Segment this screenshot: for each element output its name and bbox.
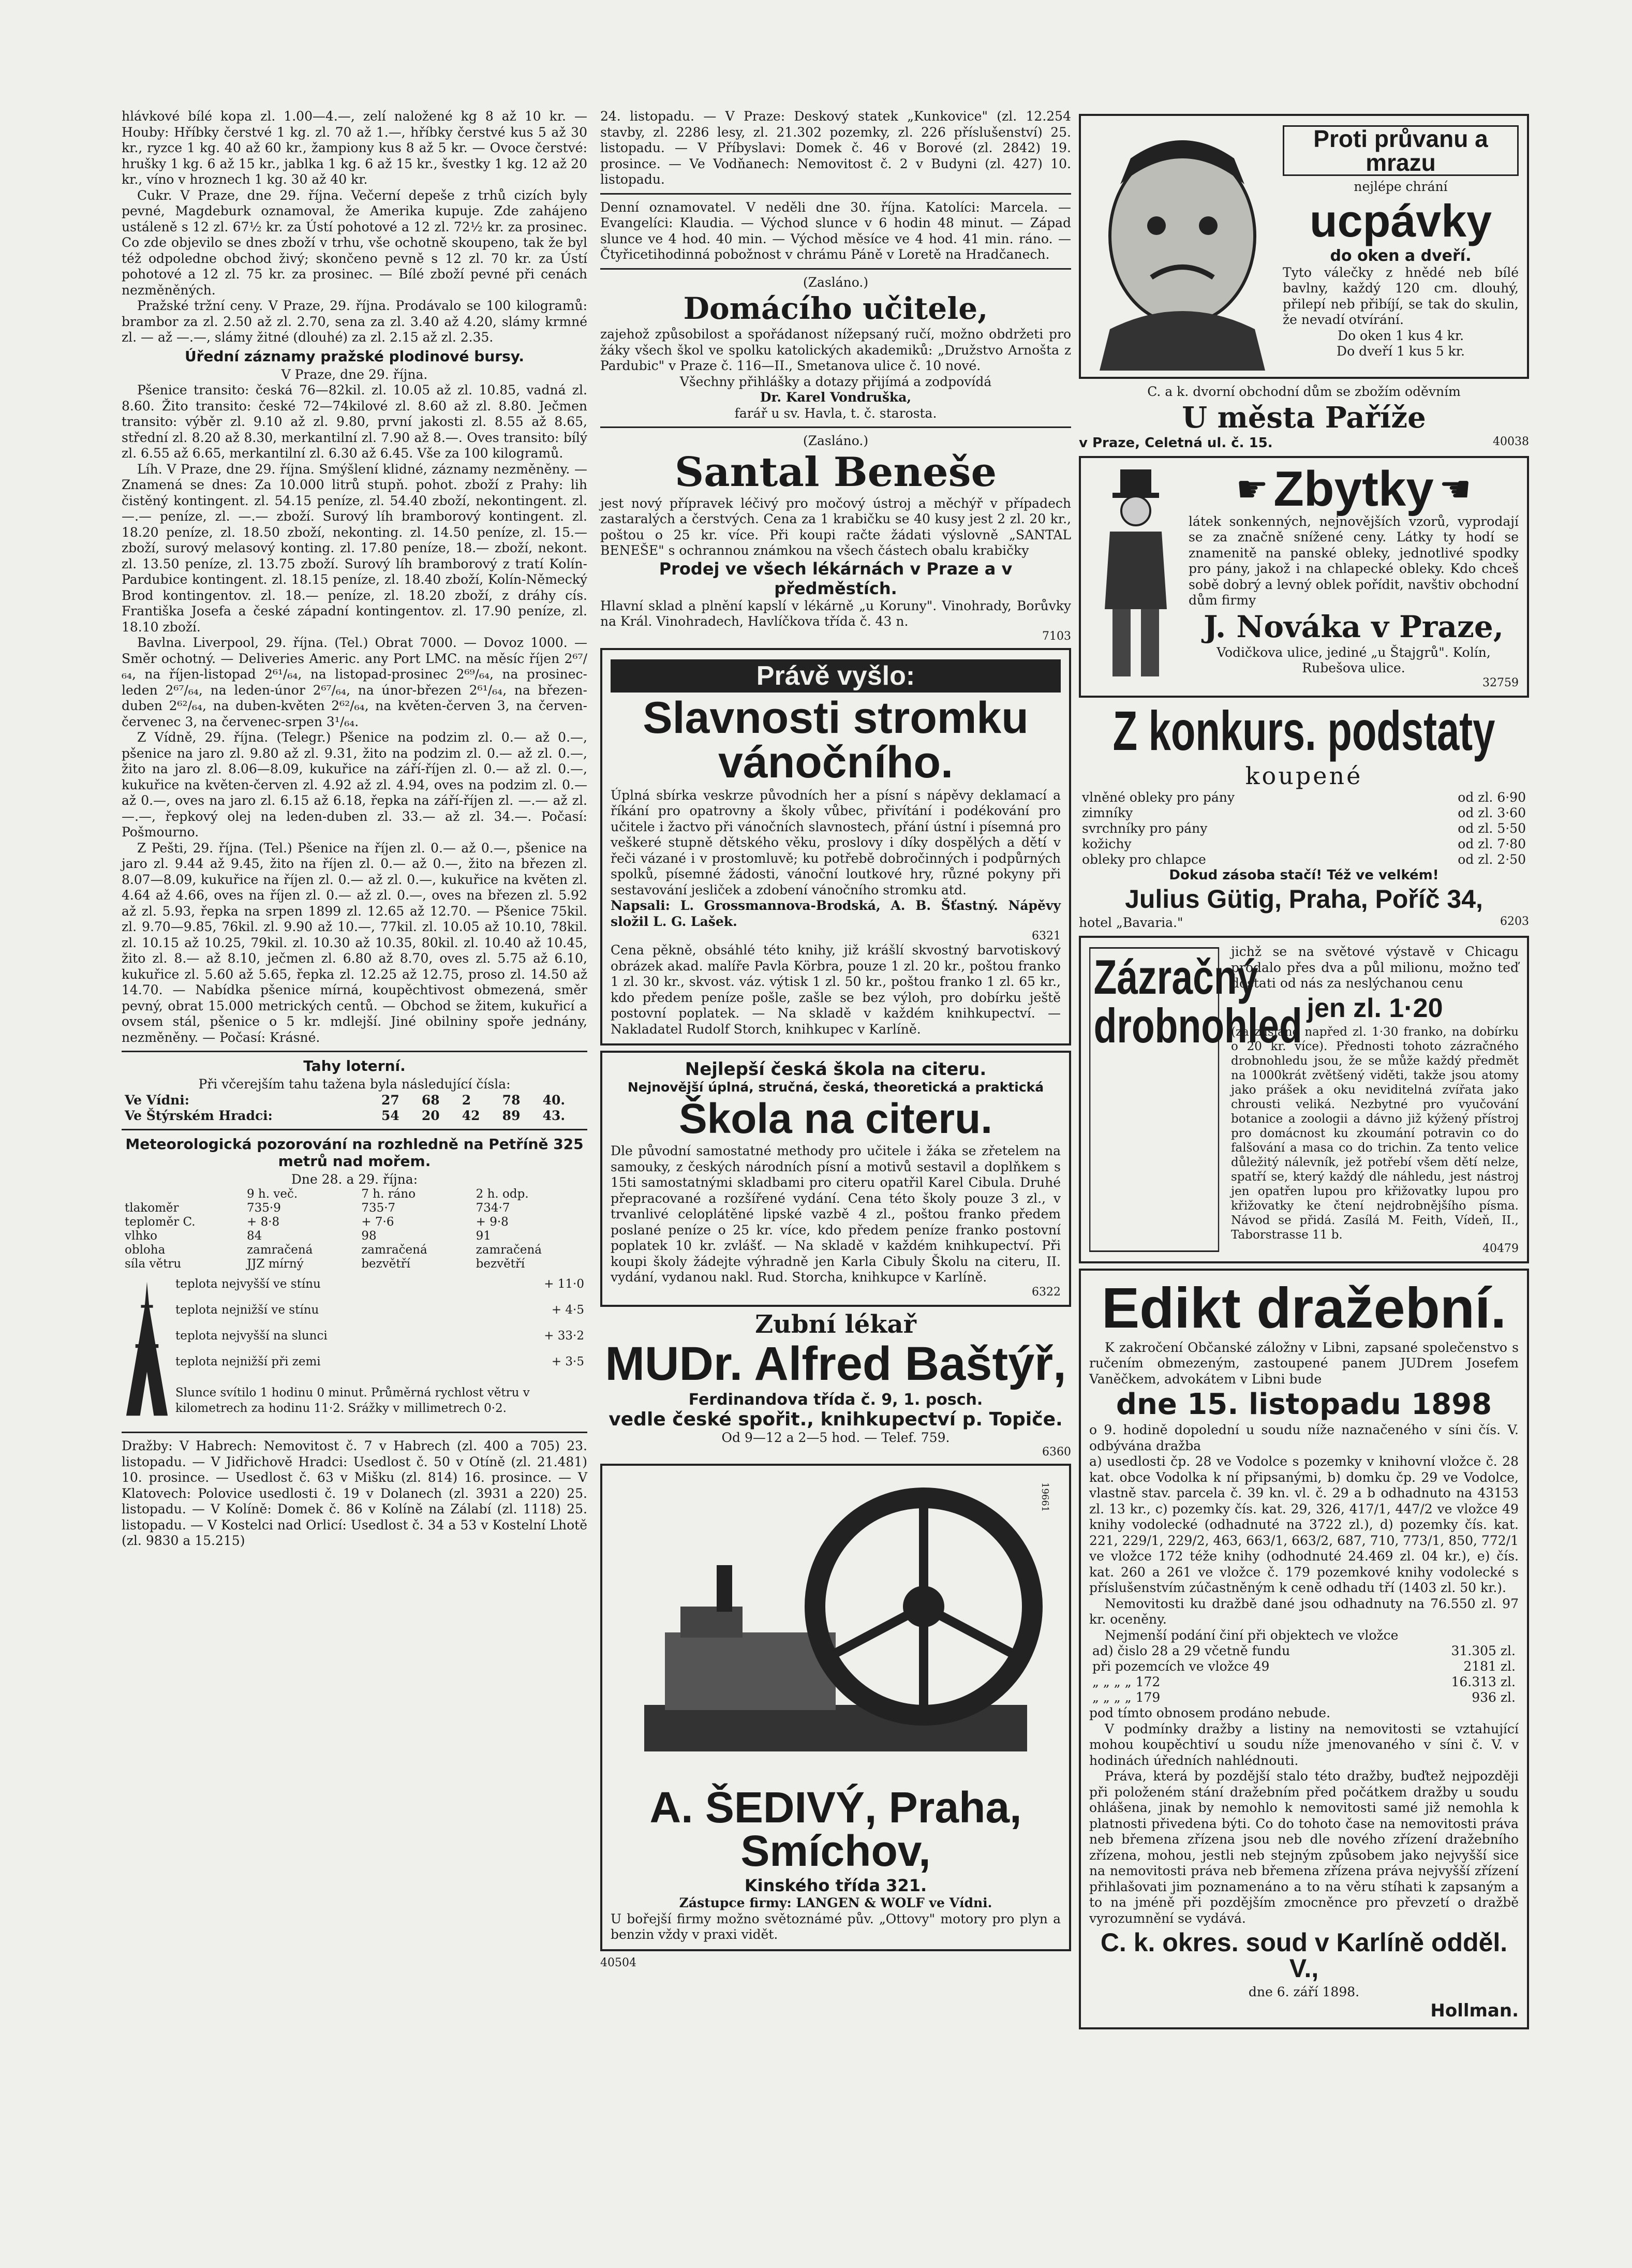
paragraph-market-prices: Pražské tržní ceny. V Praze, 29. října. Prodávalo se 100 kilogramů: brambor za zl. 2.50 až zl. 2.70, sena za zl. 3.40 až 4.20, slámy krmné zl. — až —.—, slámy žitné (dlouhé) za zl. 2.15 až zl. 2.35. <box>122 298 587 345</box>
frost-store: C. a k. dvorní obchodní dům se zbožím oděvním <box>1147 384 1461 399</box>
paragraph-sugar: Cukr. V Praze, dne 29. října. Večerní depeše z trhů cizích byly pevné, Magdeburk oznamoval, že Amerika kupuje. Zde zahájeno ustáleně s 12 zl. 67½ kr. za Ústí pohotové a 12 zl. 72½ kr. za prosinec. Co zde objevilo se dnes zboží v trhu, vše ochotně skoupeno, tak že byl též odpoledne obchod živý; skončeno pevně s 12 zl. 70 kr. za Ústí pohotové a 12 zl. 75 kr. za prosinec. — Bílé zboží pevné při cenách nezměněných. <box>122 187 587 298</box>
divider <box>600 268 1071 270</box>
ad-number: 6360 <box>1042 1446 1071 1459</box>
edict-text4: pod tímto obnosem prodáno nebude. <box>1089 1705 1331 1720</box>
sent-label: (Zasláno.) <box>803 274 869 290</box>
paragraph-pest: Z Pešti, 29. října. (Tel.) Pšenice na říjen zl. 0.— až 0.—, pšenice na jaro zl. 9.44 až 9.45, žito na říjen zl. 0.— až 0.—, žito na březen zl. 8.07—8.09, kukuřice na říjen zl. 0.— až zl. 0.—, kukuřice na květen zl. 4.64 až 4.66, oves na říjen zl. 0.— až zl. 0.—, oves na březen zl. 5.92 až zl. 5.93, řepka na srpen 1899 zl. 12.65 až 12.70. — Pšenice 75kil. zl. 9.70—9.85, 76kil. zl. 9.90 až 10.—, 77kil. zl. 10.05 až 10.10, 78kil. zl. 10.15 až 10.25, 79kil. zl. 10.30 až 10.35, 80kil. zl. 10.40 až 10.45, žito zl. 8.— až 8.10, ječmen zl. 6.80 až 8.70, oves zl. 5.75 až 6.10, kukuřice zl. 5.60 až 5.65, řepka zl. 12.25 až 12.75, proso zl. 14.50 až 14.70. — Nabídka pšenice mírná, koupěchtivost obmezená, směr pevný, obrat 15.000 metrických centů. — Obchod se žitem, kukuřicí a ovsem stál, pšenice o 5 kr. mdlejší. Jiné obilniny spoře jednány, nezměněny. — Počasí: Krásné. <box>122 840 587 1045</box>
meteo-extra-value: + 4·5 <box>551 1303 584 1317</box>
zither-text: Dle původní samostatné methody pro učitele i žáka se zřetelem na samouky, z českých národních písní a motivů sestavil a doplňkem s 15ti samostatnými skladbami pro citeru opatřil Karel Cibula. Druhé přepracované a rozšířené vydání. Cena této školy pouze 3 zl., v trvanlivé celoplátěné lipské vazbě 4 zl., poštou franko předem poslané peníze o 25 kr. více, kdo předem peníze franko postovní poplatek 10 kr. zvlášť. — Na skladě v každém knihkupectví. Při koupi školy žádejte výhradně jen Karla Cibuly Školu na citeru, II. vydání, vydanou nakl. Rud. Storcha, knihkupce v Karlíně. <box>611 1143 1061 1285</box>
edict-text1: o 9. hodině dopolední u soudu níže naznačeného v síni čís. V. odbývána dražba <box>1089 1422 1519 1453</box>
ad-number: 6322 <box>1032 1285 1061 1299</box>
ad-number: 40038 <box>1493 435 1529 448</box>
meteo-cell: 84 <box>246 1229 262 1243</box>
frost-head: Proti průvanu a mrazu <box>1283 125 1519 176</box>
bid-value: 31.305 zl. <box>1451 1643 1516 1658</box>
item-label: svrchníky pro pány <box>1082 820 1208 836</box>
bid-label: „ „ „ „ 172 <box>1092 1674 1161 1689</box>
frost-price: Do dveří 1 kus 5 kr. <box>1337 344 1465 359</box>
paragraph-vienna: Z Vídně, 29. října. (Telegr.) Pšenice na podzim zl. 0.— až 0.—, pšenice na jaro zl. 9.80 až zl. 9.31, žito na podzim zl. 0.— až zl. 0.—, žito na jaro zl. 8.06—8.09, kukuřice na září-říjen zl. 0.— až zl. 0.—, kukuřice na květen-červen zl. 4.92 až zl. 4.94, oves na podzim zl. 0.— až 0.—, oves na jaro zl. 6.15 až 6.18, řepka na září-říjen zl. —.— až zl. —.—, řepkový olej na leden-duben zl. 33.— až zl. 34.—. Počasí: Pošmourno. <box>122 730 587 840</box>
meteo-extra-row <box>172 1271 587 1297</box>
lottery-place: Ve Štýrském Hradci: <box>125 1108 273 1123</box>
ad-number: 6321 <box>1032 930 1061 942</box>
paragraph-daily: Denní oznamovatel. V neděli dne 30. října. Katolíci: Marcela. — Evangelíci: Klaudia. — Východ slunce v 6 hodin 48 minut. — Západ slunce ve 4 hod. 40 min. — Východ měsíce ve 4 hod. 41 min. ráno. — Čtyřicetihodinná pobožnost v chrámu Páně v Loretě na Hradčanech. <box>600 199 1071 262</box>
edict-bids-table <box>1089 1643 1519 1705</box>
remnants-addr: Vodičkova ulice, jediné „u Štajgrů". Kolín, Rubešova ulice. <box>1216 644 1491 675</box>
dentist-ad <box>600 1309 1071 1459</box>
ad-number: 40479 <box>1482 1242 1519 1255</box>
meteo-cell: zamračená <box>361 1243 427 1257</box>
microscope-text2: (za zaslané napřed zl. 1·30 franko, na dobírku o 20 kr. více). Přednosti tohoto zázračného drobnohledu jsou, že se může každý předmět na 1000krát zvětšený viděti, takže jsou atomy jako prášek a oku neviditelná zvířata jako chrousti veliká. Nezbytné pro vyučování botanice a zoologii a dávno již kýžený přístroj pro domácnost ku zkoumání potravin co do falšování a masa co do trichin. Za tento velice důležitý nálevník, jež potřebí všem dětí nelze, spatří se, který každý dle náhledu, jest nástroj jen opatřen lupou pro křižovatky lupou pro křižovatky ke čtení nejdrobnějšího písma. Návod se přidá. Zasílá M. Feith, Vídeň, II., Taborstrasse 11 b. <box>1231 1025 1519 1242</box>
edict-title: Edikt dražební. <box>1101 1276 1507 1340</box>
bankruptcy-stock: Dokud zásoba stačí! Též ve velkém! <box>1169 867 1439 883</box>
meteo-extra-label: teplota nejvyšší na slunci <box>175 1329 328 1343</box>
tutor-text2: Všechny přihlášky a dotazy přijímá a zodpovídá <box>679 374 992 389</box>
heading-meteo: Meteorologická pozorování na rozhledně na Petříně 325 metrů nad mořem. <box>125 1135 584 1170</box>
remnants-ad <box>1079 456 1529 698</box>
edict-text3: Nejmenší podání činí při objektech ve vložce <box>1105 1627 1399 1643</box>
frost-text-block <box>1283 122 1519 371</box>
edict-court-date: dne 6. září 1898. <box>1248 1984 1360 1999</box>
meteo-cell: bezvětří <box>361 1257 410 1271</box>
pointing-hand-icon: ☛ <box>1236 467 1269 510</box>
ad-number: 32759 <box>1482 676 1519 689</box>
santal-title: Santal Beneše <box>674 448 997 496</box>
item-label: obleky pro chlapce <box>1082 851 1206 867</box>
zither-head: Nejlepší česká škola na citeru. <box>685 1059 987 1080</box>
divider <box>122 1129 587 1130</box>
paragraph-auctions: Dražby: V Habrech: Nemovitost č. 7 v Habrech (zl. 400 a 705) 23. listopadu. — V Jidřichově Hradci: Usedlost č. 50 v Otíně (zl. 21.481) 10. prosince. — Usedlost č. 63 v Mišku (zl. 814) 16. prosince. — V Klatovech: Polovice usedlosti č. 19 v Dolanech (zl. 3931 a 220) 25. listopadu. — V Kolíně: Domek č. 86 v Kolíně na Zálabí (zl. 1118) 25. listopadu. — V Kostelci nad Orlicí: Usedlost č. 34 a 53 v Kostelní Lhotě (zl. 9830 a 15.215) <box>122 1438 587 1548</box>
meteo-cell: bezvětří <box>476 1257 525 1271</box>
book-title: Slavnosti stromku vánočního. <box>643 693 1029 787</box>
bid-value: 2181 zl. <box>1463 1659 1516 1674</box>
heading-lottery: Tahy loterní. <box>303 1057 406 1074</box>
dentist-hours: Od 9—12 a 2—5 hod. — Telef. 759. <box>721 1430 950 1445</box>
zither-sub: Nejnovější úplná, stručná, česká, theoretická a praktická <box>627 1080 1044 1095</box>
lottery-number: 42 <box>462 1108 480 1123</box>
meteo-cell: 735·9 <box>246 1201 281 1215</box>
microscope-price: jen zl. 1·20 <box>1307 993 1443 1023</box>
divider <box>122 1051 587 1052</box>
microscope-text1: jichž se na světové výstavě v Chicagu prodalo přes dva a půl milionu, možno teď dostati od nás za neslýchanou cenu <box>1231 944 1519 991</box>
meteo-cell: 91 <box>476 1229 491 1243</box>
divider <box>600 426 1071 428</box>
column-1 <box>122 109 587 1549</box>
bankruptcy-sub: koupené <box>1245 761 1363 790</box>
book-authors: Napsali: L. Grossmannova-Brodská, A. B. Šťastný. Nápěvy složil L. G. Lašek. <box>611 898 1061 929</box>
zither-ad <box>600 1051 1071 1307</box>
book-head: Právě vyšlo: <box>611 659 1061 693</box>
bankruptcy-ad <box>1079 699 1529 931</box>
sent-label: (Zasláno.) <box>803 433 869 448</box>
meteo-cell: zamračená <box>246 1243 313 1257</box>
divider <box>122 1432 587 1433</box>
lottery-number: 27 <box>381 1092 399 1108</box>
dentist-addr2: vedle české spořit., knihkupectví p. Topiče. <box>609 1408 1063 1430</box>
engine-firm: A. ŠEDIVÝ, Praha, Smíchov, <box>649 1783 1022 1875</box>
edict-text2: Nemovitosti ku dražbě dané jsou odhadnuty na 76.550 zl. 97 kr. oceněny. <box>1089 1596 1519 1627</box>
microscope-title: Zázračný drobnohled <box>1089 947 1219 1252</box>
lottery-table <box>122 1093 587 1124</box>
edict-text6: Práva, která by pozdější stalo této dražby, buďtež nejpozději při položeném stání dražebním před počátkem dražby u soudu ohlášena, jinak by nemohlo k nemovitosti samé již nemohla k platnosti přivedena býti. Co do tohoto čase na nemovitosti práva neb břemena zřízena jsou neb dle nového zřízení dražebního zřízena, mohou, jestli neb stejným způsobem jako nejvyšší sice na nemovitosti práva neb břemena zřízena práva nejvyšší zřízení přihlašovati jim poznamenáno a to na věru stíhati k zapsaným a to na jméně při pozdějším zmocněnce pro převzetí o dražbě vyrozumnění se vydává. <box>1089 1769 1519 1926</box>
meteo-extra-value: + 33·2 <box>544 1329 584 1343</box>
edict-intro: K zakročení Občanské záložny v Libni, zapsané společenstvo s ručením obmezeným, zastoupené panem JUDrem Josefem Vaněčkem, advokátem v Libni bude <box>1089 1339 1519 1387</box>
lottery-number: 43. <box>542 1108 566 1123</box>
edict-court: C. k. okres. soud v Karlíně odděl. V., <box>1100 1928 1508 1983</box>
remnants-firm: J. Nováka v Praze, <box>1204 609 1504 644</box>
meteo-date: Dne 28. a 29. října: <box>291 1171 418 1187</box>
meteo-extra-value: + 11·0 <box>544 1277 584 1291</box>
tutor-text: zajehož způsobilost a spořádanost nížepsaný ručí, možno obdržeti pro žáky všech škol ve spolku katolických akademiků: „Družstvo Arnošta z Pardubic" v Praze č. 116—II., Smetanova ulice č. 10 nové. <box>600 327 1071 373</box>
price-row <box>1079 790 1529 805</box>
meteo-cell: 98 <box>361 1229 377 1243</box>
bid-label: „ „ „ „ 179 <box>1092 1690 1161 1705</box>
meteo-cell: + 9·8 <box>476 1215 509 1229</box>
meteo-row <box>122 1257 587 1271</box>
divider <box>600 193 1071 195</box>
bid-row <box>1089 1643 1519 1659</box>
meteo-header: 9 h. več. <box>246 1187 298 1201</box>
santal-addr: Hlavní sklad a plnění kapslí v lékárně „u Koruny". Vinohrady, Borůvky na Král. Vinohradech, Havlíčkova třída č. 43 n. <box>600 598 1071 629</box>
engine-addr: Kinského třída 321. <box>744 1876 927 1895</box>
meteo-header: 7 h. ráno <box>361 1187 416 1201</box>
engine-rep: Zástupce firmy: LANGEN & WOLF ve Vídni. <box>679 1895 992 1910</box>
meteo-extra-block <box>122 1271 587 1426</box>
bid-row <box>1089 1690 1519 1705</box>
paragraph-auctions-cont: 24. listopadu. — V Praze: Deskový statek „Kunkovice" (zl. 12.254 stavby, zl. 2286 lesy, zl. 21.302 pozemky, zl. 226 příslušenství) 25. listopadu. — V Příbyslavi: Domek č. 46 v Borové (zl. 2842) 19. prosince. — Ve Vodňanech: Nemovitost č. 2 v Budyni (zl. 427) 10. listopadu. <box>600 109 1071 187</box>
meteo-cell: JJZ mírný <box>246 1257 304 1271</box>
paragraph-cotton: Bavlna. Liverpool, 29. října. (Tel.) Obrat 7000. — Dovoz 1000. — Směr ochotný. — Deliveries Americ. any Port LMC. na měsíc říjen 2⁶⁷/₆₄, na říjen-listopad 2⁶¹/₆₄, na listopad-prosinec 2⁶⁹/₆₄, na prosinec-leden 2⁶⁷/₆₄, na leden-únor 2⁶⁷/₆₄, na únor-březen 2⁶¹/₆₄, na březen-duben 2⁶²/₆₄, na duben-květen 2⁶²/₆₄, na květen-červen 3, na červen-červenec 3, na červenec-srpen 3¹/₆₄. <box>122 635 587 729</box>
remnants-text-block <box>1189 461 1519 689</box>
remnants-text: látek sonkenných, nejnovějších vzorů, vyprodají se za značně snížené ceny. Látky ty hodí se znamenitě na panské obleky, jednotlivé spodky pro pány, jakož i na chlapecké obleky. Kdo chceš sobě dobrý a levný oblek pořídit, navštiv obchodní dům firmy <box>1189 513 1519 608</box>
lottery-number: 68 <box>421 1092 440 1108</box>
frost-store-name: U města Paříže <box>1182 400 1426 435</box>
santal-text: jest nový přípravek léčivý pro močový ústroj a měchýř v případech zastaralých a čerstvých. Cena za 1 krabičku se 40 kusy jest 2 zl. 20 kr., poštou o 25 kr. více. Při koupi račte žádati výslovně „SANTAL BENEŠE" s ochrannou známkou na všech částech obalu krabičky <box>600 495 1071 558</box>
bid-label: ad) čislo 28 a 29 včetně fundu <box>1092 1643 1290 1658</box>
frost-price: Do oken 1 kus 4 kr. <box>1337 328 1464 343</box>
zither-title: Škola na citeru. <box>678 1095 993 1142</box>
book-price: Cena pěkně, obsáhlé této knihy, již krášlí skvostný barvotiskový obrázek akad. malíře Pavla Körbra, pouze 1 zl. 20 kr., poštou franko 1 zl. 30 kr., skvost. váz. výtisk 1 zl. 50 kr., poštou franko 1 zl. 65 kr., kdo předem peníze pošle, zašle se bez výloh, pro dobírku ještě postovní poplatek. — Na skladě v každém knihkupectví. — Nakladatel Rudolf Storch, knihkupec v Karlíně. <box>611 942 1061 1037</box>
edict-items: a) usedlosti čp. 28 ve Vodolce s pozemky v knihovní vložce č. 28 kat. obce Vodolka k ní připsanými, b) domku čp. 29 ve Vodolce, vlastně stav. parcela č. 39 kn. vl. č. 29 a b odhadnuto na 43153 zl. 13 kr., c) pozemky čís. kat. 29, 326, 417/1, 447/2 ve vložce 49 knihy vodolecké (odhadnuté na 3722 zl.), d) pozemky čís. kat. 221, 229/1, 229/2, 463, 663/1, 663/2, 687, 710, 773/1, 850, 772/1 ve vložce 172 téže knihy (odhodnuté 24.469 zl. 04 kr.), e) čís. kat. 260 a 261 ve vložce č. 179 pozemkové knihy vodolecké s příslušenstvím zúčastněným k ceně odhadu tří (1403 zl. 50 kr.). <box>1089 1454 1519 1595</box>
tutor-title: Domácího učitele, <box>683 291 988 326</box>
lottery-number: 78 <box>502 1092 521 1108</box>
frost-footer <box>1079 435 1529 451</box>
meteo-cell: 734·7 <box>476 1201 510 1215</box>
bankruptcy-footer <box>1079 915 1529 931</box>
meteo-extra-row <box>172 1323 587 1349</box>
item-label: zimníky <box>1082 805 1133 820</box>
santal-sell: Prodej ve všech lékárnách v Praze a v předměstích. <box>659 558 1013 598</box>
lottery-row <box>122 1093 587 1108</box>
petrin-tower-icon <box>122 1271 172 1426</box>
meteo-notes-row <box>172 1375 587 1426</box>
frost-ad <box>1079 114 1529 379</box>
bankruptcy-firm: Julius Gütig, Praha, Poříč 34, <box>1125 884 1483 914</box>
dentist-name: MUDr. Alfred Baštýř, <box>605 1337 1066 1390</box>
meteo-cell: + 7·6 <box>361 1215 394 1229</box>
frost-title2: do oken a dveří. <box>1330 246 1472 265</box>
price-row <box>1079 805 1529 821</box>
auction-edict <box>1079 1269 1529 2029</box>
meteo-extra-value: + 3·5 <box>551 1355 584 1368</box>
remnants-title: Zbytky <box>1273 461 1434 517</box>
lottery-row <box>122 1108 587 1124</box>
engine-code: 19661 <box>1040 1482 1050 1512</box>
item-price: od zl. 3·60 <box>1458 805 1526 820</box>
meteo-cell: síla větru <box>125 1257 182 1271</box>
freezing-man-icon <box>1089 122 1275 371</box>
bankruptcy-title: Z konkurs. podstaty <box>1112 699 1495 762</box>
lottery-intro: Při včerejším tahu tažena byla následující čísla: <box>198 1077 511 1092</box>
bid-value: 936 zl. <box>1472 1690 1516 1705</box>
column-3 <box>1079 109 1529 2035</box>
exchange-date: V Praze, dne 29. října. <box>281 366 428 382</box>
meteo-extra-label: teplota nejnižší ve stínu <box>175 1303 319 1317</box>
meteo-extra-row <box>172 1349 587 1375</box>
meteo-cell: zamračená <box>476 1243 542 1257</box>
item-price: od zl. 7·80 <box>1458 836 1526 851</box>
tutor-signature2: farář u sv. Havla, t. č. starosta. <box>734 405 937 421</box>
pointing-hand-icon: ☛ <box>1438 467 1472 510</box>
remnants-head <box>1189 461 1519 517</box>
lottery-number: 40. <box>542 1092 566 1108</box>
item-price: od zl. 2·50 <box>1458 851 1526 867</box>
meteo-row <box>122 1201 587 1215</box>
meteo-extra-label: teplota nejnižší při zemi <box>175 1355 321 1368</box>
item-price: od zl. 6·90 <box>1458 789 1526 805</box>
meteo-header <box>122 1187 244 1201</box>
meteo-header-row <box>122 1187 587 1201</box>
meteo-row <box>122 1243 587 1257</box>
meteo-extra-row <box>172 1297 587 1323</box>
meteo-cell: teploměr C. <box>125 1215 196 1229</box>
lottery-number: 89 <box>502 1108 521 1123</box>
edict-text5: V podmínky dražby a listiny na nemovitosti se vztahující mohou koupěchtiví u soudu níže jmenovaného v síni č. V. v hodinách úředních nahlédnouti. <box>1089 1721 1519 1768</box>
frost-sub: nejlépe chrání <box>1354 179 1448 194</box>
meteo-extra-label: teplota nejvyšší ve stínu <box>175 1277 321 1291</box>
heading-exchange: Úřední záznamy pražské plodinové bursy. <box>184 347 525 365</box>
bid-label: při pozemcích ve vložce 49 <box>1092 1659 1270 1674</box>
bid-row <box>1089 1674 1519 1690</box>
meteo-cell: vlhko <box>125 1229 157 1243</box>
gentleman-icon <box>1089 464 1182 682</box>
book-text: Úplná sbírka veskrze původních her a písní s nápěvy deklamací a říkání pro opatrovny a školy vůbec, přivítání i podékování pro učitele i žactvo při vánočních slavnostech, přání ústní i písemná pro veškeré stupně dětského věku, proslovy i díky dospělých a dětí v řeči vázané i v prostomluvě; ku potřebě dobročinných i podpůrných spolků, písemné žádosti, vánoční loutkové hry, různé pokyny při sestavování jesliček a zdobení vánočního stromku atd. <box>611 787 1061 897</box>
lottery-number: 2 <box>462 1092 471 1108</box>
book-ad <box>600 648 1071 1046</box>
column-2 <box>600 109 1071 1969</box>
edict-signature: Hollman. <box>1430 2000 1519 2021</box>
meteo-row <box>122 1215 587 1229</box>
item-label: kožichy <box>1082 836 1132 851</box>
lottery-place: Ve Vídni: <box>125 1092 189 1108</box>
microscope-ad <box>1079 936 1529 1263</box>
engine-ad <box>600 1464 1071 1951</box>
meteo-row <box>122 1229 587 1243</box>
frost-title: ucpávky <box>1309 195 1492 246</box>
paragraph-vegetables: hlávkové bílé kopa zl. 1.00—4.—, zelí naložené kg 8 až 10 kr. — Houby: Hříbky čerstvé 1 kg. zl. 70 až 1.—, hříbky čerstvé kus 5 až 30 kr., ryzce 1 kg. 40 až 60 kr., žampiony kus 8 až 5 kr. — Ovoce čerstvé: hrušky 1 kg. 6 až 15 kr., jablka 1 kg. 6 až 15 kr., švestky 1 kg. 12 až 20 kr., víno v hroznech 1 kg. 30 až 40 kr. <box>122 109 587 187</box>
dentist-head: Zubní lékař <box>755 1309 916 1339</box>
frost-text: Tyto válečky z hnědé neb bílé bavlny, každý 120 cm. dlouhý, přilepí neb přibíjí, se tak do skulin, že nevadí otvírání. <box>1283 264 1519 327</box>
edict-date: dne 15. listopadu 1898 <box>1116 1388 1492 1421</box>
bid-value: 16.313 zl. <box>1451 1674 1516 1689</box>
dentist-addr: Ferdinandova třída č. 9, 1. posch. <box>688 1390 983 1409</box>
meteo-cell: 735·7 <box>361 1201 396 1215</box>
ad-number: 40504 <box>600 1956 636 1969</box>
engine-text: U bořejší firmy možno světoznámé pův. „Ottovy" motory pro plyn a benzin vždy v praxi vidět. <box>611 1911 1061 1942</box>
item-price: od zl. 5·50 <box>1458 820 1526 836</box>
meteo-extra-table <box>172 1271 587 1426</box>
engine-illustration <box>611 1472 1061 1783</box>
ad-number: 6203 <box>1500 915 1529 928</box>
ad-number: 7103 <box>1042 629 1071 643</box>
bankruptcy-hotel: hotel „Bavaria." <box>1079 915 1183 930</box>
meteo-cell: + 8·8 <box>246 1215 280 1229</box>
frost-addr: v Praze, Celetná ul. č. 15. <box>1079 435 1273 451</box>
price-row <box>1079 821 1529 836</box>
bid-row <box>1089 1659 1519 1674</box>
lottery-number: 20 <box>421 1108 440 1123</box>
price-row <box>1079 836 1529 852</box>
paragraph-spirit: Líh. V Praze, dne 29. října. Smýšlení klidné, záznamy nezměněny. — Znamená se dnes: Za 10.000 litrů stupň. pohot. zboží z Prahy: lih čistěný kontingent. zl. 54.15 peníze, zl. 54.40 zboží, nekontingent. zl. —.— peníze, zl. —.— zboží. Surový líh bramborový kontingent. zl. 18.20 peníze, zl. 18.50 zboží, nekonting. zl. 14.50 peníze, zl. 15.— zboží, surový melasový konting. zl. 17.80 peníze, 18.— zboží, nekont. zl. 13.50 peníze, zl. 13.75 zboží. Surový líh bramborový z tratí Kolín-Pardubice kontingent. zl. 18.15 peníze, zl. 18.40 zboží, Kolín-Německý Brod kontingentov. zl. 18.— peníze, zl. 18.20 zboží, z dráhy cís. Františka Josefa a české západní kontingentov. zl. 17.90 peníze, zl. 18.10 zboží. <box>122 461 587 635</box>
microscope-text-block <box>1231 944 1519 1255</box>
meteo-cell: tlakoměr <box>125 1201 179 1215</box>
tutor-signature: Dr. Karel Vondruška, <box>760 390 912 405</box>
price-row <box>1079 852 1529 867</box>
meteo-table <box>122 1187 587 1271</box>
meteo-notes: Slunce svítilo 1 hodinu 0 minut. Průměrná rychlost větru v kilometrech za hodinu 11·2. Srážky v millimetrech 0·2. <box>175 1386 530 1415</box>
meteo-header: 2 h. odp. <box>476 1187 529 1201</box>
meteo-cell: obloha <box>125 1243 166 1257</box>
item-label: vlněné obleky pro pány <box>1082 789 1235 805</box>
gas-engine-icon <box>613 1477 1058 1777</box>
paragraph-exchange: Pšenice transito: česká 76—82kil. zl. 10.05 až zl. 10.85, vadná zl. 8.60. Žito transito: české 72—74kilové zl. 8.60 až zl. 8.80. Ječmen transito: výběr zl. 9.10 až zl. 9.80, první jakosti zl. 8.55 až 8.65, střední zl. 8.20 až 8.30, merkantilní zl. 7.90 až 8.—. Oves transito: bílý zl. 6.55 až 6.65, merkantilní zl. 6.30 až 6.45. Vše za 100 kilogramů. <box>122 382 587 461</box>
lottery-number: 54 <box>381 1108 399 1123</box>
bankruptcy-table <box>1079 790 1529 867</box>
